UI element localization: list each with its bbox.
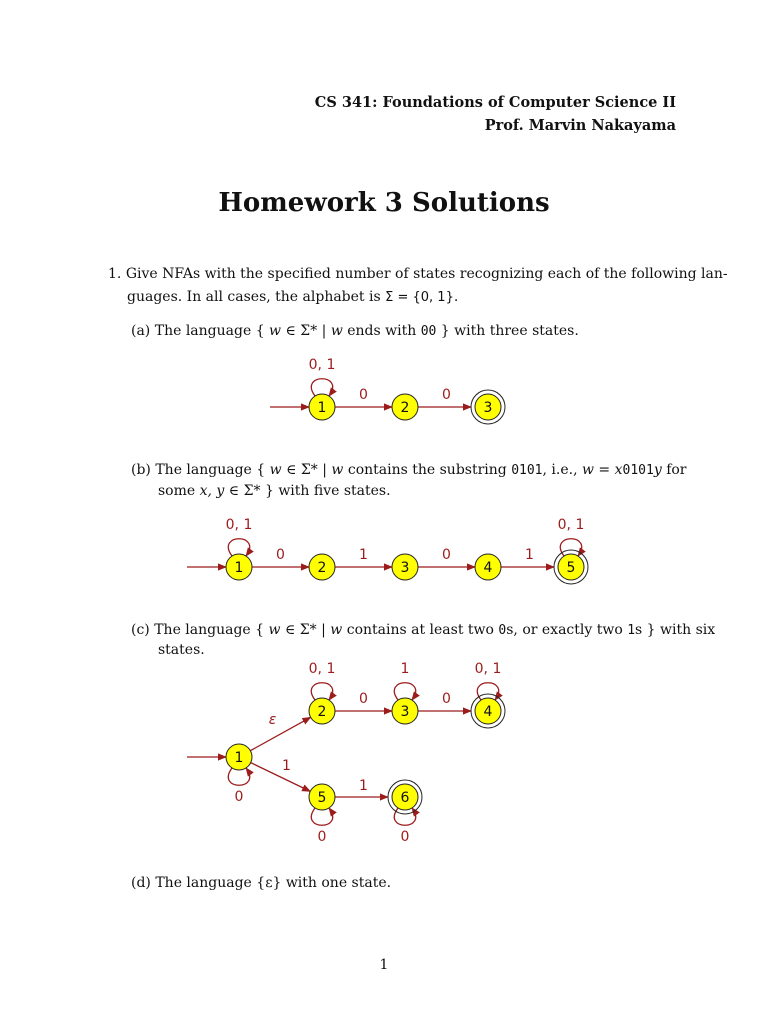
part-b-line2-post: ∈ Σ* } with five states. <box>224 483 391 499</box>
state-4 <box>475 554 501 580</box>
part-b-eq-x: x <box>614 462 623 478</box>
transition-3-3-loop <box>394 683 415 700</box>
part-a-set: ∈ Σ* | <box>281 323 331 339</box>
part-b-eq-mid: 0101 <box>622 463 654 478</box>
transition-label-1-1: 0, 1 <box>225 517 253 533</box>
page-title: Homework 3 Solutions <box>218 188 550 218</box>
part-c-var: w <box>268 622 281 638</box>
part-c-text-line-1 <box>131 623 715 637</box>
transition-5-5-loop <box>311 808 332 825</box>
state-2 <box>392 394 418 420</box>
problem-1-line-1 <box>108 267 728 281</box>
transition-label-1-2: 0 <box>276 547 285 563</box>
part-a-pre: The language { <box>154 323 270 339</box>
alphabet-expression: Σ = {0, 1} <box>385 290 454 305</box>
transition-4-4-loop <box>477 683 498 700</box>
transition-1-2 <box>250 717 310 750</box>
part-b-symbol: 0101 <box>511 463 543 478</box>
part-d-label: (d) <box>131 875 151 891</box>
transition-label-1-1: 0, 1 <box>308 357 336 373</box>
part-a-symbol: 00 <box>420 324 437 339</box>
transition-1-1-loop <box>228 539 249 556</box>
state-4 <box>471 694 505 728</box>
part-c-condition: contains at least two <box>346 622 499 638</box>
state-1 <box>309 394 335 420</box>
nfa-diagram-c <box>0 650 768 860</box>
part-b-for: for <box>661 462 687 478</box>
state-4-label: 4 <box>483 704 493 720</box>
part-a-post: } with three states. <box>436 323 579 339</box>
part-b-line2-pre: some <box>158 483 200 499</box>
state-3 <box>471 390 505 424</box>
problem-intro-text: Give NFAs with the specified number of states recognizing each of the following lan- <box>125 266 728 282</box>
professor-name: Prof. Marvin Nakayama <box>484 117 676 134</box>
transition-5-5-loop <box>560 539 581 556</box>
part-a-condition: ends with <box>347 323 421 339</box>
part-b-text-line-2 <box>158 484 391 498</box>
transition-1-1-loop <box>228 768 249 785</box>
part-a-var: w <box>269 323 282 339</box>
part-d-text <box>131 876 391 890</box>
transition-label-5-5: 0, 1 <box>557 517 585 533</box>
part-c-mid: s, or exactly two <box>506 622 628 638</box>
transition-label-1-5: 1 <box>282 758 291 774</box>
transition-label-2-3: 0 <box>359 691 368 707</box>
state-4-label: 4 <box>483 560 493 576</box>
part-c-set: ∈ Σ* | <box>280 622 331 638</box>
part-b-pre: The language { <box>155 462 270 478</box>
part-a-label: (a) <box>131 323 151 339</box>
nfa-diagram-b <box>0 505 768 595</box>
transition-label-5-5: 0 <box>317 829 327 845</box>
transition-1-5 <box>251 763 311 792</box>
transition-label-2-3: 0 <box>442 387 451 403</box>
part-c-sym1: 1 <box>627 623 636 638</box>
part-d-body: The language {ε} with one state. <box>155 875 392 891</box>
transition-2-2-loop <box>311 683 332 700</box>
state-2 <box>309 554 335 580</box>
problem-intro-end: . <box>453 289 459 305</box>
state-1-label: 1 <box>234 750 244 766</box>
state-5-label: 5 <box>317 790 327 806</box>
state-3-label: 3 <box>400 560 410 576</box>
part-b-condition: contains the substring <box>347 462 512 478</box>
transition-label-5-6: 1 <box>359 778 368 794</box>
part-c-post: s } with six <box>635 622 716 638</box>
transition-label-1-2: ε <box>268 712 277 728</box>
part-c-pre: The language { <box>154 622 269 638</box>
part-b-var-2: w <box>331 462 344 478</box>
problem-1-line-2 <box>127 290 458 304</box>
part-b-vars: x, y <box>199 483 225 499</box>
part-b-eq-y: y <box>653 462 662 478</box>
state-3 <box>392 698 418 724</box>
state-3-label: 3 <box>400 704 410 720</box>
part-b-var: w <box>269 462 282 478</box>
problem-intro-text-2: guages. In all cases, the alphabet is <box>127 289 386 305</box>
state-3 <box>392 554 418 580</box>
transition-label-2-3: 1 <box>359 547 368 563</box>
transition-label-3-4: 0 <box>442 691 451 707</box>
state-2 <box>309 698 335 724</box>
state-5-label: 5 <box>566 560 576 576</box>
state-6 <box>388 780 422 814</box>
state-5 <box>554 550 588 584</box>
part-b-label: (b) <box>131 462 151 478</box>
state-2-label: 2 <box>400 400 410 416</box>
state-1-label: 1 <box>234 560 244 576</box>
part-c-var-2: w <box>330 622 343 638</box>
transition-6-6-loop <box>394 808 415 825</box>
part-c-text-line-2: states. <box>158 642 205 658</box>
problem-number: 1. <box>108 266 122 282</box>
part-c-sym0: 0 <box>498 623 507 638</box>
state-1 <box>226 554 252 580</box>
transition-1-1-loop <box>311 379 332 396</box>
part-a-text <box>131 324 579 338</box>
state-3-label: 3 <box>483 400 493 416</box>
transition-label-4-5: 1 <box>525 547 534 563</box>
transition-label-3-3: 1 <box>400 661 410 677</box>
state-5 <box>309 784 335 810</box>
state-2-label: 2 <box>317 704 327 720</box>
part-b-eq-sign: = <box>593 462 615 478</box>
state-1-label: 1 <box>317 400 327 416</box>
part-b-ie: , i.e., <box>542 462 582 478</box>
part-b-text-line-1 <box>131 463 687 477</box>
transition-label-1-2: 0 <box>359 387 368 403</box>
part-b-eq-lhs: w <box>581 462 594 478</box>
page-number: 1 <box>379 957 389 973</box>
transition-label-4-4: 0, 1 <box>474 661 502 677</box>
nfa-diagram-a <box>0 350 768 440</box>
state-6-label: 6 <box>400 790 410 806</box>
part-c-label: (c) <box>131 622 150 638</box>
state-2-label: 2 <box>317 560 327 576</box>
transition-label-2-2: 0, 1 <box>308 661 336 677</box>
part-b-set: ∈ Σ* | <box>281 462 332 478</box>
transition-label-3-4: 0 <box>442 547 451 563</box>
part-a-var-2: w <box>330 323 343 339</box>
transition-label-1-1: 0 <box>234 789 244 805</box>
state-1 <box>226 744 252 770</box>
course-title: CS 341: Foundations of Computer Science II <box>314 94 676 111</box>
transition-label-6-6: 0 <box>400 829 410 845</box>
